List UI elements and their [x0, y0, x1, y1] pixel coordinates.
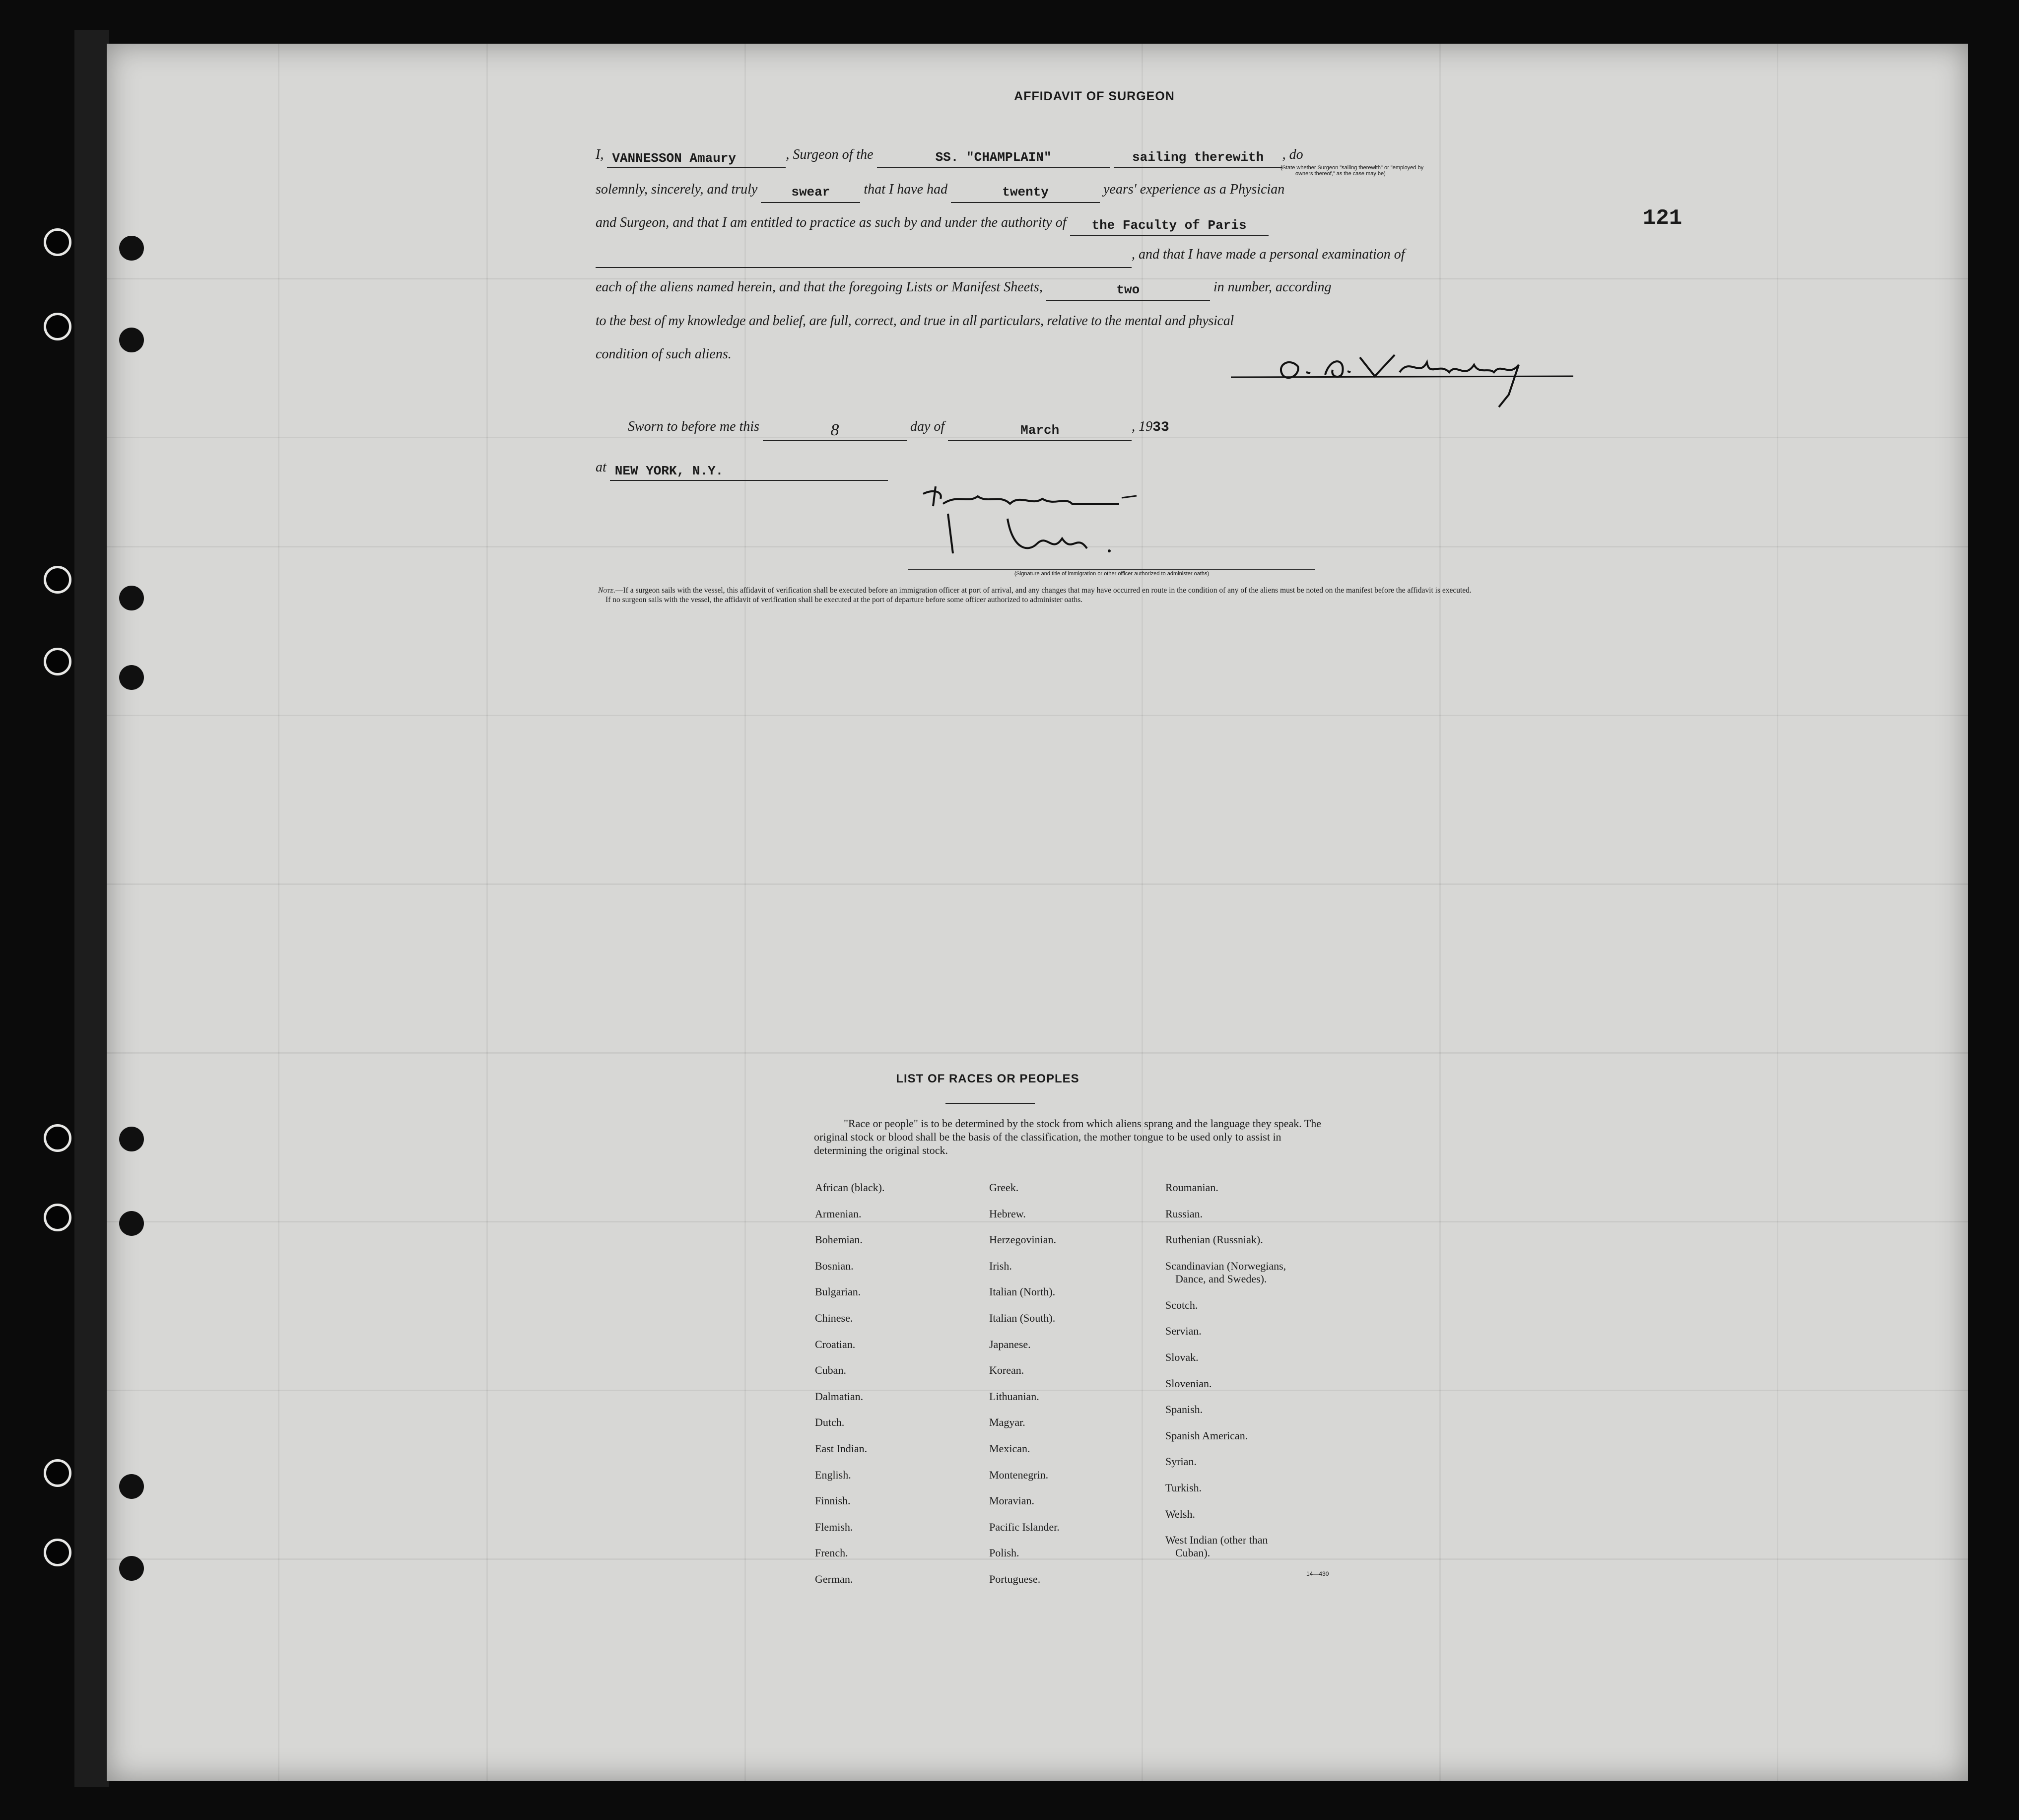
affidavit-text: in number, according [1213, 279, 1332, 295]
race-entry: German. [815, 1573, 853, 1585]
binder-hole [44, 566, 71, 594]
surgeon-signature [1231, 347, 1578, 412]
race-entry: Mexican. [989, 1442, 1030, 1455]
race-entry: Hebrew. [989, 1207, 1026, 1220]
race-entry: Turkish. [1165, 1481, 1202, 1494]
affidavit-line-1 [596, 141, 1553, 168]
race-entry: Russian. [1165, 1207, 1203, 1220]
affidavit-text: at [596, 460, 606, 475]
race-entry: Spanish. [1165, 1403, 1203, 1416]
race-entry: Irish. [989, 1259, 1012, 1272]
affidavit-text: day of [910, 419, 945, 434]
ghost-column-rule [1142, 44, 1143, 1781]
race-entry: Armenian. [815, 1207, 862, 1220]
races-title: LIST OF RACES OR PEOPLES [896, 1072, 1079, 1085]
race-entry: Dutch. [815, 1416, 845, 1429]
race-entry: Bulgarian. [815, 1285, 861, 1298]
race-entry: Japanese. [989, 1338, 1031, 1350]
race-entry: English. [815, 1468, 851, 1481]
race-entry: East Indian. [815, 1442, 868, 1455]
affidavit-text: that I have had [864, 182, 948, 197]
binder-hole [44, 1539, 71, 1566]
affidavit-line-3 [596, 209, 1553, 236]
race-entry: Chinese. [815, 1312, 853, 1324]
binder-hole [44, 228, 71, 256]
binder-hole [44, 1459, 71, 1487]
ghost-column-rule [1439, 44, 1441, 1781]
race-entry: Slovenian. [1165, 1377, 1212, 1390]
vessel-name-field: SS. "CHAMPLAIN" [877, 147, 1110, 168]
sailing-status-instruction: owners thereof," as the case may be) [1295, 171, 1386, 177]
race-entry: French. [815, 1547, 848, 1559]
race-entry: Scotch. [1165, 1298, 1198, 1311]
binder-hole [119, 1211, 144, 1236]
binder-hole [119, 1474, 144, 1499]
sworn-place-line [596, 454, 1553, 481]
form-code: 14—430 [1306, 1570, 1329, 1577]
note-text: —If a surgeon sails with the vessel, this affidavit of verification shall be executed before an immigration officer at port of arrival, and any changes that may have occurred en route in the condition of any of the aliens must be noted on the manifest before the affidavit is executed. [615, 586, 1472, 595]
authority-continuation-field [596, 247, 1132, 268]
binder-hole [44, 313, 71, 340]
sheets-count-field: two [1046, 280, 1210, 301]
binder-hole [44, 1124, 71, 1152]
ghost-column-rule [744, 44, 746, 1781]
ghost-rule [107, 1221, 1968, 1222]
race-entry: Croatian. [815, 1338, 856, 1350]
race-entry: Syrian. [1165, 1455, 1197, 1468]
ghost-rule [107, 883, 1968, 885]
ghost-column-rule [278, 44, 279, 1781]
affidavit-note [598, 586, 1556, 605]
immigration-officer-signature [913, 484, 1261, 568]
race-entry: Herzegovinian. [989, 1233, 1056, 1246]
race-entry: Ruthenian (Russniak). [1165, 1233, 1263, 1246]
race-entry: Portuguese. [989, 1573, 1041, 1585]
note-text: If no surgeon sails with the vessel, the affidavit of verification shall be executed at the port of departure before some officer authorized to administer oaths. [606, 596, 1083, 604]
authority-field: the Faculty of Paris [1070, 215, 1269, 236]
ghost-rule [107, 715, 1968, 716]
affidavit-line-6: to the best of my knowledge and belief, are full, correct, and true in all particulars, relative to the mental and physical [596, 313, 1234, 329]
page-number: 121 [1643, 206, 1682, 231]
race-entry: Bohemian. [815, 1233, 863, 1246]
affidavit-text: years' experience as a Physician [1103, 182, 1285, 197]
surgeon-name-field: VANNESSON Amaury [607, 148, 786, 168]
race-entry: Dalmatian. [815, 1390, 864, 1403]
races-intro: "Race or people" is to be determined by the stock from which aliens sprang and the language they speak. The original stock or blood shall be the basis of the classification, the mother tongue to be used only to assist in determining the original stock. [814, 1117, 1322, 1156]
race-entry: Finnish. [815, 1494, 851, 1507]
sworn-place-field: NEW YORK, N.Y. [610, 461, 888, 481]
binder-hole [44, 1204, 71, 1231]
sworn-month-field: March [948, 420, 1132, 441]
race-entry: Flemish. [815, 1520, 853, 1533]
affidavit-line-4 [596, 241, 1553, 268]
race-entry: Cuban. [815, 1364, 846, 1377]
affidavit-line-7: condition of such aliens. [596, 346, 732, 362]
race-entry: Slovak. [1165, 1350, 1199, 1363]
race-entry: Spanish American. [1165, 1429, 1248, 1442]
binder-hole [119, 328, 144, 352]
sailing-status-instruction: (State whether Surgeon "sailing therewith" or "employed by [1280, 165, 1424, 171]
affidavit-text: and Surgeon, and that I am entitled to practice as such by and under the authority of [596, 215, 1067, 230]
race-entry: Polish. [989, 1547, 1019, 1559]
ghost-rule [107, 1558, 1968, 1560]
binder-hole [119, 236, 144, 261]
signature-caption: (Signature and title of immigration or other officer authorized to administer oaths) [908, 569, 1315, 577]
affidavit-title: AFFIDAVIT OF SURGEON [1014, 89, 1175, 103]
binder-hole [119, 665, 144, 690]
race-entry: Roumanian. [1165, 1181, 1218, 1194]
race-entry: Korean. [989, 1364, 1024, 1377]
sworn-year-field: 33 [1152, 420, 1169, 435]
race-entry: Italian (North). [989, 1285, 1056, 1298]
affidavit-text: , do [1282, 147, 1303, 162]
race-entry: Magyar. [989, 1416, 1025, 1429]
binder-hole [119, 1127, 144, 1151]
race-entry: African (black). [815, 1181, 885, 1194]
race-entry: Montenegrin. [989, 1468, 1049, 1481]
race-entry: Bosnian. [815, 1259, 854, 1272]
affidavit-text: , Surgeon of the [786, 147, 874, 162]
race-entry: Moravian. [989, 1494, 1035, 1507]
binding-strip [74, 30, 109, 1787]
race-entry: Italian (South). [989, 1312, 1056, 1324]
sworn-line [628, 413, 1586, 440]
note-label: Note. [598, 586, 615, 595]
oath-field: swear [761, 182, 860, 203]
sworn-day-field: 8 [763, 420, 907, 441]
race-entry: Pacific Islander. [989, 1520, 1060, 1533]
years-experience-field: twenty [951, 182, 1100, 203]
race-entry: Scandinavian (Norwegians, [1165, 1259, 1286, 1272]
race-entry: Greek. [989, 1181, 1019, 1194]
affidavit-text: each of the aliens named herein, and that the foregoing Lists or Manifest Sheets, [596, 279, 1043, 295]
race-entry: Cuban). [1175, 1547, 1211, 1559]
ghost-rule [107, 1052, 1968, 1054]
affidavit-text: Sworn to before me this [628, 419, 759, 434]
binder-hole [119, 1556, 144, 1581]
race-entry: Dance, and Swedes). [1175, 1273, 1267, 1285]
affidavit-line-5 [596, 274, 1553, 301]
affidavit-text: solemnly, sincerely, and truly [596, 182, 758, 197]
races-title-rule [945, 1103, 1035, 1104]
race-entry: Lithuanian. [989, 1390, 1039, 1403]
affidavit-text: I, [596, 147, 604, 162]
ghost-column-rule [486, 44, 488, 1781]
race-entry: Welsh. [1165, 1507, 1195, 1520]
race-entry: West Indian (other than [1165, 1534, 1268, 1547]
affidavit-text: , and that I have made a personal examination of [1132, 247, 1405, 262]
binder-hole [44, 648, 71, 675]
ghost-column-rule [1777, 44, 1778, 1781]
race-entry: Servian. [1165, 1325, 1202, 1338]
affidavit-text: , 19 [1132, 419, 1153, 434]
binder-hole [119, 586, 144, 610]
sailing-status-field: sailing therewith [1114, 147, 1282, 168]
affidavit-line-2 [596, 176, 1553, 203]
